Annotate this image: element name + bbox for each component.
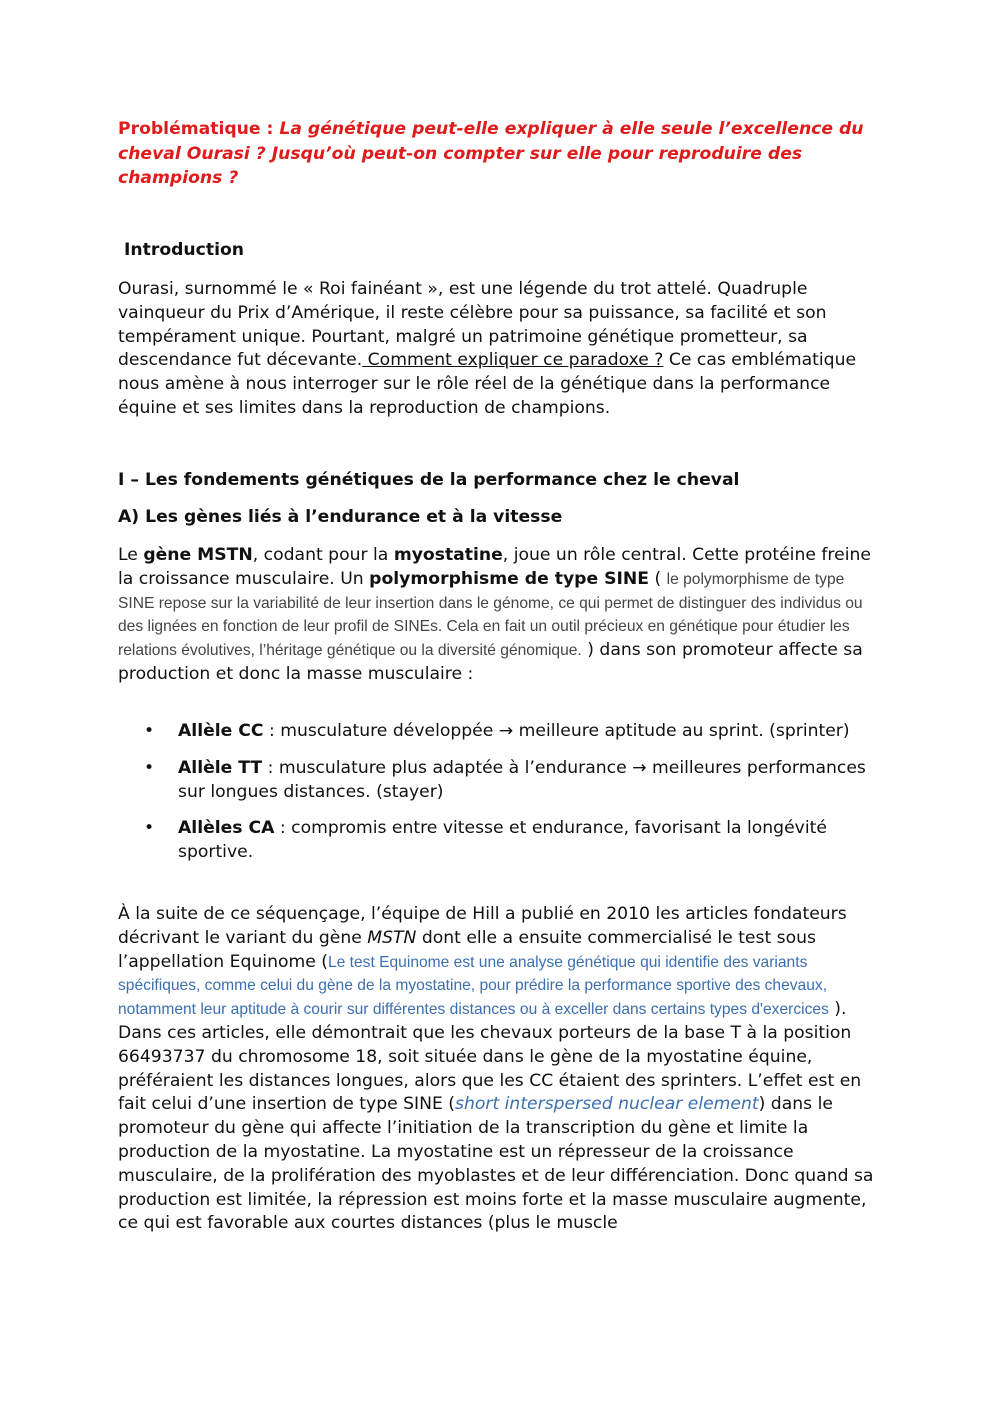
introduction-paragraph [118,278,878,421]
mstn-paragraph [118,544,878,687]
allele-desc: : musculature plus adaptée à l’endurance → meilleures performances sur longues distances. (stayer) [178,757,866,802]
subsection-heading: A) Les gènes liés à l’endurance et à la vitesse [118,507,563,527]
list-item [118,817,878,865]
section-heading: I – Les fondements génétiques de la performance chez le cheval [118,470,740,490]
text: ) dans le promoteur du gène qui affecte l’initiation de la transcription du gène et limite la production de la myostatine. La myostatine est un répresseur de la croissance musculaire, de la prolifération des myoblastes et de leur différenciation. Donc quand sa production est limitée, la répression est moins forte et la masse musculaire augmente, ce qui est favorable aux courtes distances (plus le muscle [118,1094,874,1234]
allele-list [118,720,878,878]
problematique [118,117,878,191]
text: À la suite de ce séquençage, l’équipe de Hill a publié en 2010 les articles fondateurs décrivant le variant du gène [118,904,847,948]
list-item [118,720,878,744]
allele-name: Allèle CC [178,721,264,741]
list-item [118,757,878,805]
problematique-question: La génétique peut-elle expliquer à elle seule l’excellence du cheval Ourasi ? Jusqu’où peut-on compter sur elle pour reproduire des champions ? [118,119,864,188]
introduction-heading: Introduction [124,240,245,260]
allele-name: Allèle TT [178,757,263,778]
allele-desc: : musculature développée → meilleure aptitude au sprint. (sprinter) [263,721,850,741]
mstn-italic: MSTN [367,927,417,948]
polymorphism: polymorphisme de type SINE [369,568,649,589]
hill-paragraph [118,903,878,1236]
allele-name: Allèles CA [178,818,275,839]
myostatine: myostatine [393,545,503,565]
sine-definition: short interspersed nuclear element [455,1094,759,1115]
problematique-label: Problématique : [118,119,280,139]
text: ). Dans ces articles, elle démontrait que les chevaux porteurs de la base T à la position 66493737 du chromosome 18, soit située dans le gène de la myostatine équine, préféraient les distances longues, alors que les CC étaient des sprinters. L’effet est en fait celui d’une insertion de type SINE ( [118,999,862,1115]
equinome-note: Le test Equinome est une analyse génétique qui identifie des variants spécifiques, comme celui du gène de la myostatine, pour prédire la performance sportive des chevaux, notamment leur aptitude à courir sur différentes distances ou à exceller dans certains types d'exercices [118,953,829,1019]
text: dont elle a ensuite commercialisé le test sous l’appellation Equinome ( [118,927,816,972]
text: Le [118,545,144,565]
text: , joue un rôle central. Cette protéine freine la croissance musculaire. Un [118,545,871,589]
intro-text-b: Ce cas emblématique nous amène à nous interroger sur le rôle réel de la génétique dans la performance équine et ses limites dans la reproduction de champions. [118,350,857,418]
text: ( [649,568,667,589]
allele-desc: : compromis entre vitesse et endurance, favorisant la longévité sportive. [178,818,827,863]
gene-mstn: gène MSTN [143,545,253,565]
intro-underlined-question: Comment expliquer ce paradoxe ? [362,350,664,371]
text: , codant pour la [252,545,394,565]
sine-note: le polymorphisme de type SINE repose sur la variabilité de leur insertion dans le génome, ce qui permet de distinguer des individus ou des lignées en fonction de leur profil de SINEs. Cela en fait un outil précieux en génétique pour étudier les relations évolutives, l’héritage génétique ou la diversité génomique. [118,570,863,660]
intro-text-a: Ourasi, surnommé le « Roi fainéant », est une légende du trot attelé. Quadruple vainqueur du Prix d’Amérique, il reste célèbre pour sa puissance, sa facilité et son tempérament unique. Pourtant, malgré un patrimoine génétique prometteur, sa descendance fut décevante. [118,279,827,371]
text: ) dans son promoteur affecte sa production et donc la masse musculaire : [118,640,863,684]
